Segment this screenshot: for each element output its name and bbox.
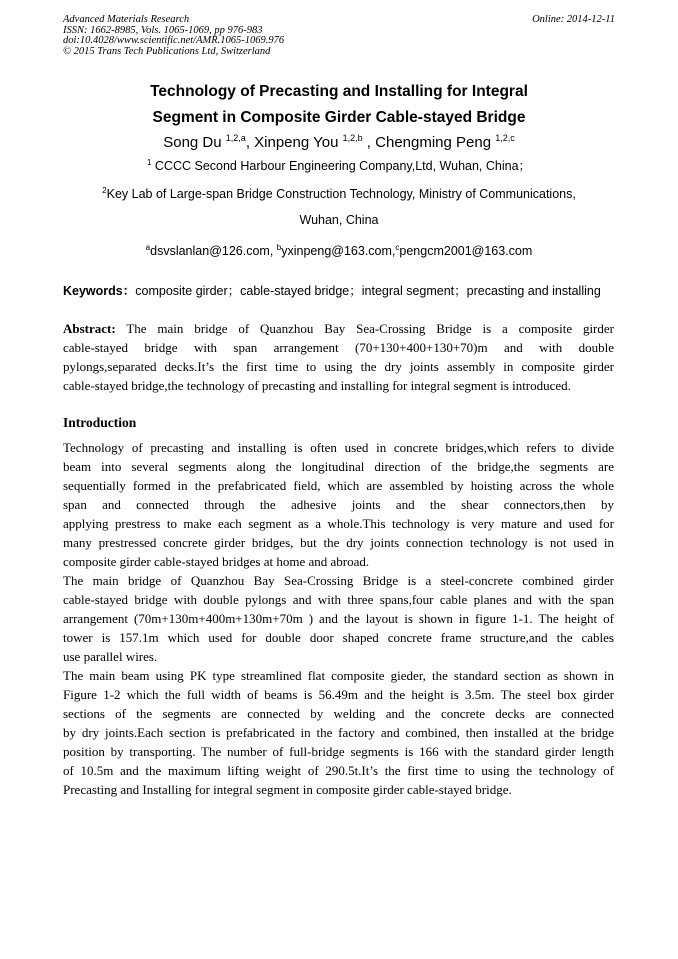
author-affil-sup: 1,2,b (342, 133, 363, 143)
paragraph-line: beam into several segments along the longitudinal direction of the bridge,the segments are (63, 459, 614, 474)
abstract-label: Abstract: (63, 321, 116, 336)
affiliation-2-city: Wuhan, China (299, 213, 379, 227)
paragraph-line: The main beam using PK type streamlined flat composite gieder, the standard section as shown in (63, 668, 614, 683)
journal-name: Advanced Materials Research (63, 14, 190, 25)
email-link[interactable]: yxinpeng@163.com (281, 244, 392, 258)
journal-header (63, 15, 615, 57)
paragraph-line: sequentially formed in the prefabricated field, which are assembled by hoisting across the whole (63, 478, 614, 493)
abstract-line: cable-stayed bridge with span arrangement (70+130+400+130+70)m and with double (63, 340, 614, 355)
paragraph-line: Technology of precasting and installing is often used in concrete bridges,which refers to divide (63, 440, 614, 455)
paragraph-line: The main bridge of Quanzhou Bay Sea-Crossing Bridge is a steel-concrete combined girder (63, 573, 614, 588)
email-list: $^a$dsvslanlan@126.com, $^b$yxinpeng@163.com,$^c$pengcm2001@163.com (145, 243, 533, 258)
paragraph-line: many prestressed concrete girder bridges, but the dry joints connection technology is not used in (63, 535, 614, 550)
section-heading-introduction: Introduction (63, 415, 137, 430)
keywords-text: composite girder；cable-stayed bridge；integral segment；precasting and installing (135, 284, 601, 298)
paragraph-line: cable-stayed bridge with double pylongs and with three spans,four cable planes and with the span (63, 592, 614, 607)
email-link[interactable]: pengcm2001@163.com (399, 244, 533, 258)
abstract (63, 319, 614, 395)
paragraph-line: span and connected through the adhesive joints and the shear connectors,then by (63, 497, 614, 512)
paragraph-line: tower is 157.1m which used for double door shaped concrete frame structure,and the cables (63, 630, 614, 645)
paragraph-line: composite girder cable-stayed bridges at home and abroad. (63, 554, 370, 569)
author-list: Song Du $^{1,2,a}$, Xinpeng You $^{1,2,b}$ , Chengming Peng $^{1,2,c}$ (163, 133, 515, 151)
affiliation-1 (0, 155, 678, 174)
affil-sup: 2 (102, 186, 107, 195)
author-name: Chengming Peng (375, 134, 492, 151)
paragraph-line: use parallel wires. (63, 649, 158, 664)
affil-text: CCCC Second Harbour Engineering Company,Ltd, Wuhan, China； (154, 159, 532, 173)
paragraph-line: Figure 1-2 which the full width of beams is 56.49m and the height is 3.5m. The steel box girder (63, 687, 614, 702)
paper-title (0, 79, 678, 131)
email-sup: c (395, 243, 400, 252)
author-name: Song Du (163, 134, 222, 151)
introduction-body (63, 438, 614, 799)
author-name: Xinpeng You (254, 134, 339, 151)
title-line-2: Segment in Composite Girder Cable-stayed Bridge (152, 109, 526, 126)
affil-sup: 1 (146, 158, 152, 167)
keywords-label: Keywords： (63, 284, 136, 298)
abstract-line: cable-stayed bridge,the technology of precasting and installing for integral segment is introduced. (63, 378, 571, 393)
affiliation-2 (0, 183, 678, 202)
paragraph-line: sections of the segments are connected by welding and the concrete decks are connected (63, 706, 614, 721)
email-link[interactable]: dsvslanlan@126.com (150, 244, 270, 258)
title-line-1: Technology of Precasting and Installing for Integral (150, 83, 528, 100)
paragraph-line: applying prestress to make each segment as a whole.This technology is very mature and used for (63, 516, 614, 531)
issn-line: ISSN: 1662-8985, Vols. 1065-1069, pp 976-983 (63, 24, 263, 36)
online-date: Online: 2014-12-11 (532, 14, 615, 25)
paragraph-line: position by transporting. The number of full-bridge segments is 166 with the standard girder length (63, 744, 614, 759)
keywords (63, 283, 623, 299)
abstract-line: Abstract: The main bridge of Quanzhou Bay Sea-Crossing Bridge is a composite girder (63, 321, 614, 336)
paragraph-line: Precasting and Installing for integral segment in composite girder cable-stayed bridge. (63, 782, 512, 797)
paragraph-line: arrangement (70m+130m+400m+130m+70m ) and the layout is shown in figure 1-1. The height of (63, 611, 614, 626)
abstract-line: pylongs,separated decks.It’s the first time to using the dry joints assembly in composite girder (63, 359, 614, 374)
doi-line: doi:10.4028/www.scientific.net/AMR.1065-1069.976 (63, 35, 285, 46)
paragraph-line: of 10.5m and the maximum lifting weight of 290.5t.It’s the first time to using the technology of (63, 763, 614, 778)
author-affil-sup: 1,2,a (225, 133, 246, 143)
paragraph-line: by dry joints.Each section is prefabricated in the factory and combined, then installed at the bridge (63, 725, 614, 740)
copyright-line: © 2015 Trans Tech Publications Ltd, Switzerland (63, 45, 271, 57)
affil-text: Key Lab of Large-span Bridge Construction Technology, Ministry of Communications, (106, 187, 576, 201)
email-sup: b (276, 243, 282, 252)
email-sup: a (145, 243, 151, 252)
author-affil-sup: 1,2,c (495, 133, 515, 143)
